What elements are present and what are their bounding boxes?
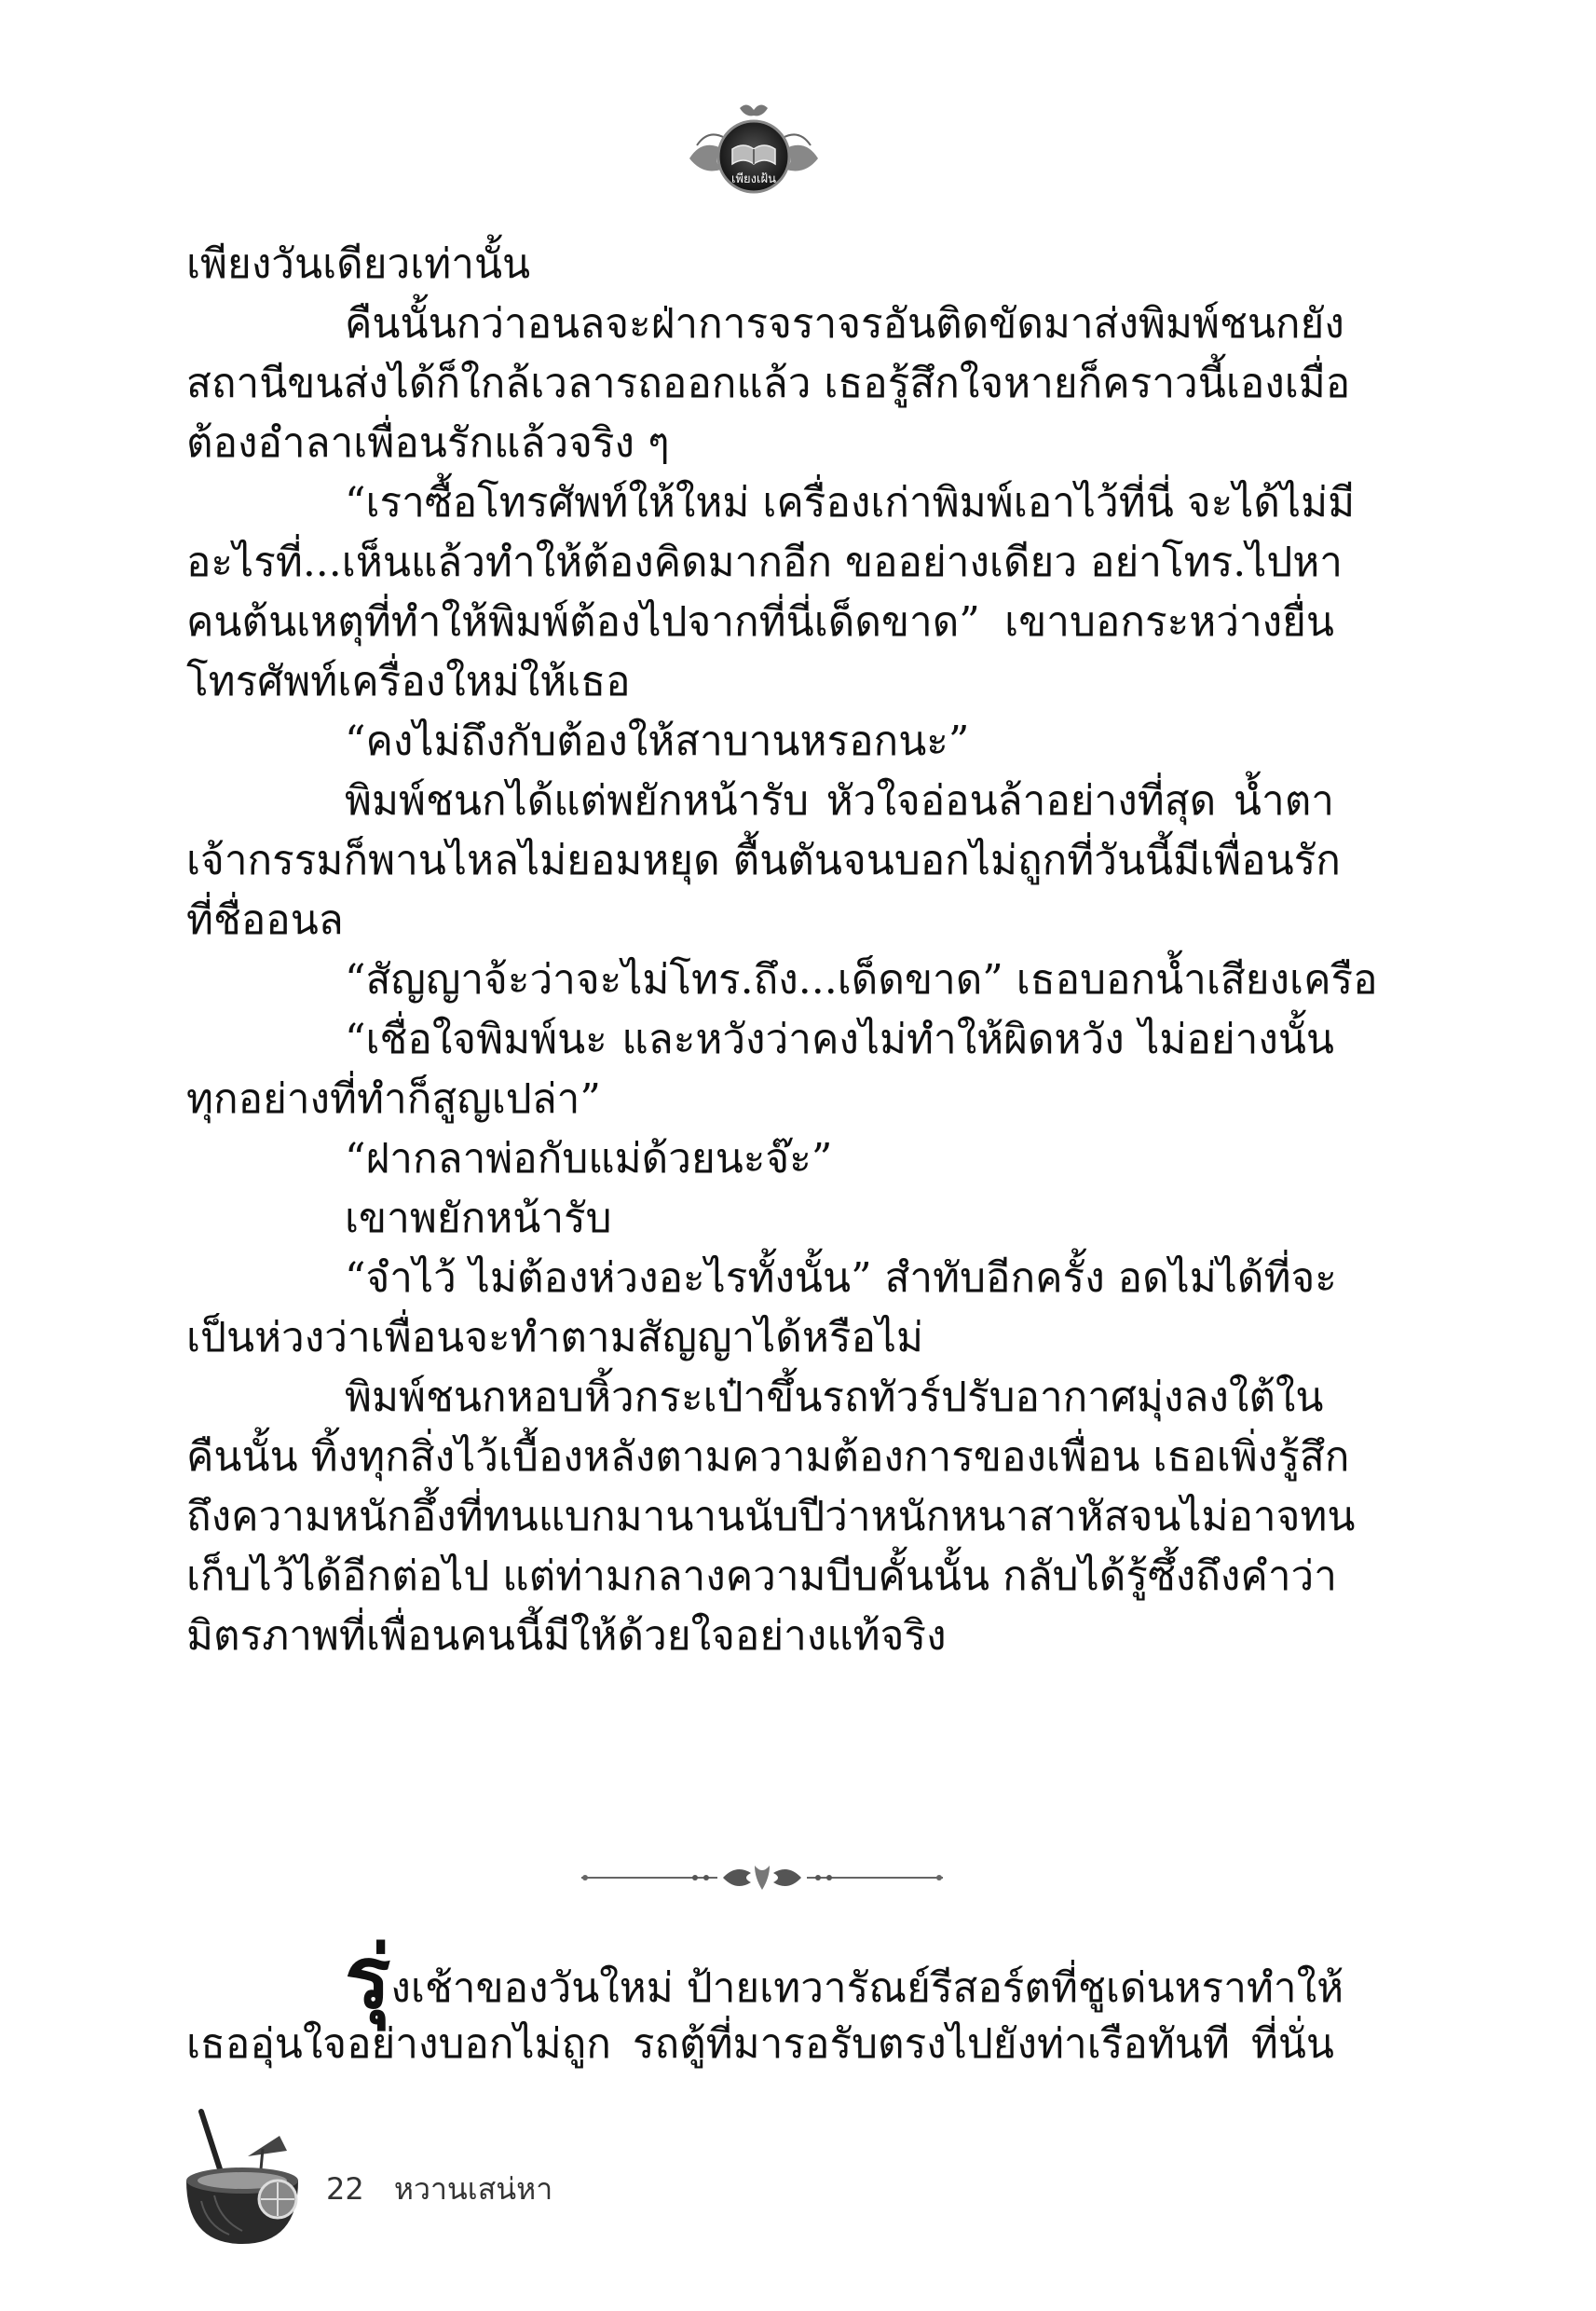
page-footer <box>326 2166 573 2213</box>
text-line: เจ้ากรรมก็พานไหลไม่ยอมหยุด ตื้นตันจนบอกไม่ถูกที่วันนี้มีเพื่อนรัก <box>186 837 1341 884</box>
text-line: มิตรภาพที่เพื่อนคนนี้มีให้ด้วยใจอย่างแท้จริง <box>186 1612 947 1660</box>
text-line: เธออุ่นใจอย่างบอกไม่ถูก รถตู้ที่มารอรับตรงไปยังท่าเรือทันที ที่นั่น <box>186 2020 1334 2068</box>
text-line <box>186 1927 1344 2028</box>
text-line: ทุกอย่างที่ทำก็สูญเปล่า” <box>186 1075 601 1123</box>
text-line: เพียงวันเดียวเท่านั้น <box>186 240 531 288</box>
text-line: เป็นห่วงว่าเพื่อนจะทำตามสัญญาได้หรือไม่ <box>186 1314 924 1361</box>
text-line: เก็บไว้ได้อีกต่อไป แต่ท่ามกลางความบีบคั้นนั้น กลับได้รู้ซึ้งถึงคำว่า <box>186 1552 1337 1600</box>
text-line: พิมพ์ชนกหอบหิ้วกระเป๋าขึ้นรถทัวร์ปรับอากาศมุ่งลงใต้ใน <box>345 1374 1324 1421</box>
text-line: คนต้นเหตุที่ทำให้พิมพ์ต้องไปจากที่นี่เด็ดขาด” เขาบอกระหว่างยื่น <box>186 598 1334 646</box>
text-line: “เราซื้อโทรศัพท์ให้ใหม่ เครื่องเก่าพิมพ์เอาไว้ที่นี่ จะได้ไม่มี <box>345 479 1356 526</box>
new-section-text <box>186 1927 1344 2076</box>
text-line: พิมพ์ชนกได้แต่พยักหน้ารับ หัวใจอ่อนล้าอย่างที่สุด น้ำตา <box>345 777 1334 825</box>
text-fragment: งเช้าของวันใหม่ ป้ายเทวารัณย์รีสอร์ตที่ชูเด่นหราทำให้ <box>390 1964 1344 2012</box>
text-line: ถึงความหนักอึ้งที่ทนแบกมานานนับปีว่าหนักหนาสาหัสจนไม่อาจทน <box>186 1493 1356 1540</box>
text-line: คืนนั้นกว่าอนลจะฝ่าการจราจรอันติดขัดมาส่งพิมพ์ชนกยัง <box>345 300 1344 348</box>
text-line: “คงไม่ถึงกับต้องให้สาบานหรอกนะ” <box>345 718 970 765</box>
main-text <box>186 235 1378 1666</box>
text-line: เขาพยักหน้ารับ <box>345 1195 612 1242</box>
text-line: “จำไว้ ไม่ต้องห่วงอะไรทั้งนั้น” สำทับอีกครั้ง อดไม่ได้ที่จะ <box>345 1254 1337 1302</box>
svg-text:เพียงเฝ้น: เพียงเฝ้น <box>731 172 776 186</box>
drop-cap: รุ่ <box>345 1927 391 2028</box>
text-line: “สัญญาจ้ะว่าจะไม่โทร.ถึง...เด็ดขาด” เธอบอกน้ำเสียงเครือ <box>345 956 1378 1004</box>
text-line: ที่ชื่ออนล <box>186 896 344 944</box>
book-crest-icon <box>684 101 824 198</box>
coconut-drink-icon <box>183 2108 302 2248</box>
scroll-ornament-icon <box>578 1862 947 1894</box>
text-line: “เชื่อใจพิมพ์นะ และหวังว่าคงไม่ทำให้ผิดหวัง ไม่อย่างนั้น <box>345 1016 1334 1063</box>
page-number: 22 <box>326 2171 364 2207</box>
text-line: ต้องอำลาเพื่อนรักแล้วจริง ๆ <box>186 419 670 467</box>
book-title: หวานเสน่หา <box>393 2171 553 2207</box>
text-line: อะไรที่...เห็นแล้วทำให้ต้องคิดมากอีก ขออย่างเดียว อย่าโทร.ไปหา <box>186 539 1343 586</box>
text-line: โทรศัพท์เครื่องใหม่ให้เธอ <box>186 658 631 705</box>
text-line: “ฝากลาพ่อกับแม่ด้วยนะจ๊ะ” <box>345 1135 833 1183</box>
text-line: คืนนั้น ทิ้งทุกสิ่งไว้เบื้องหลังตามความต้องการของเพื่อน เธอเพิ่งรู้สึก <box>186 1433 1350 1481</box>
text-line: สถานีขนส่งได้ก็ใกล้เวลารถออกแล้ว เธอรู้สึกใจหายก็คราวนี้เองเมื่อ <box>186 360 1351 407</box>
